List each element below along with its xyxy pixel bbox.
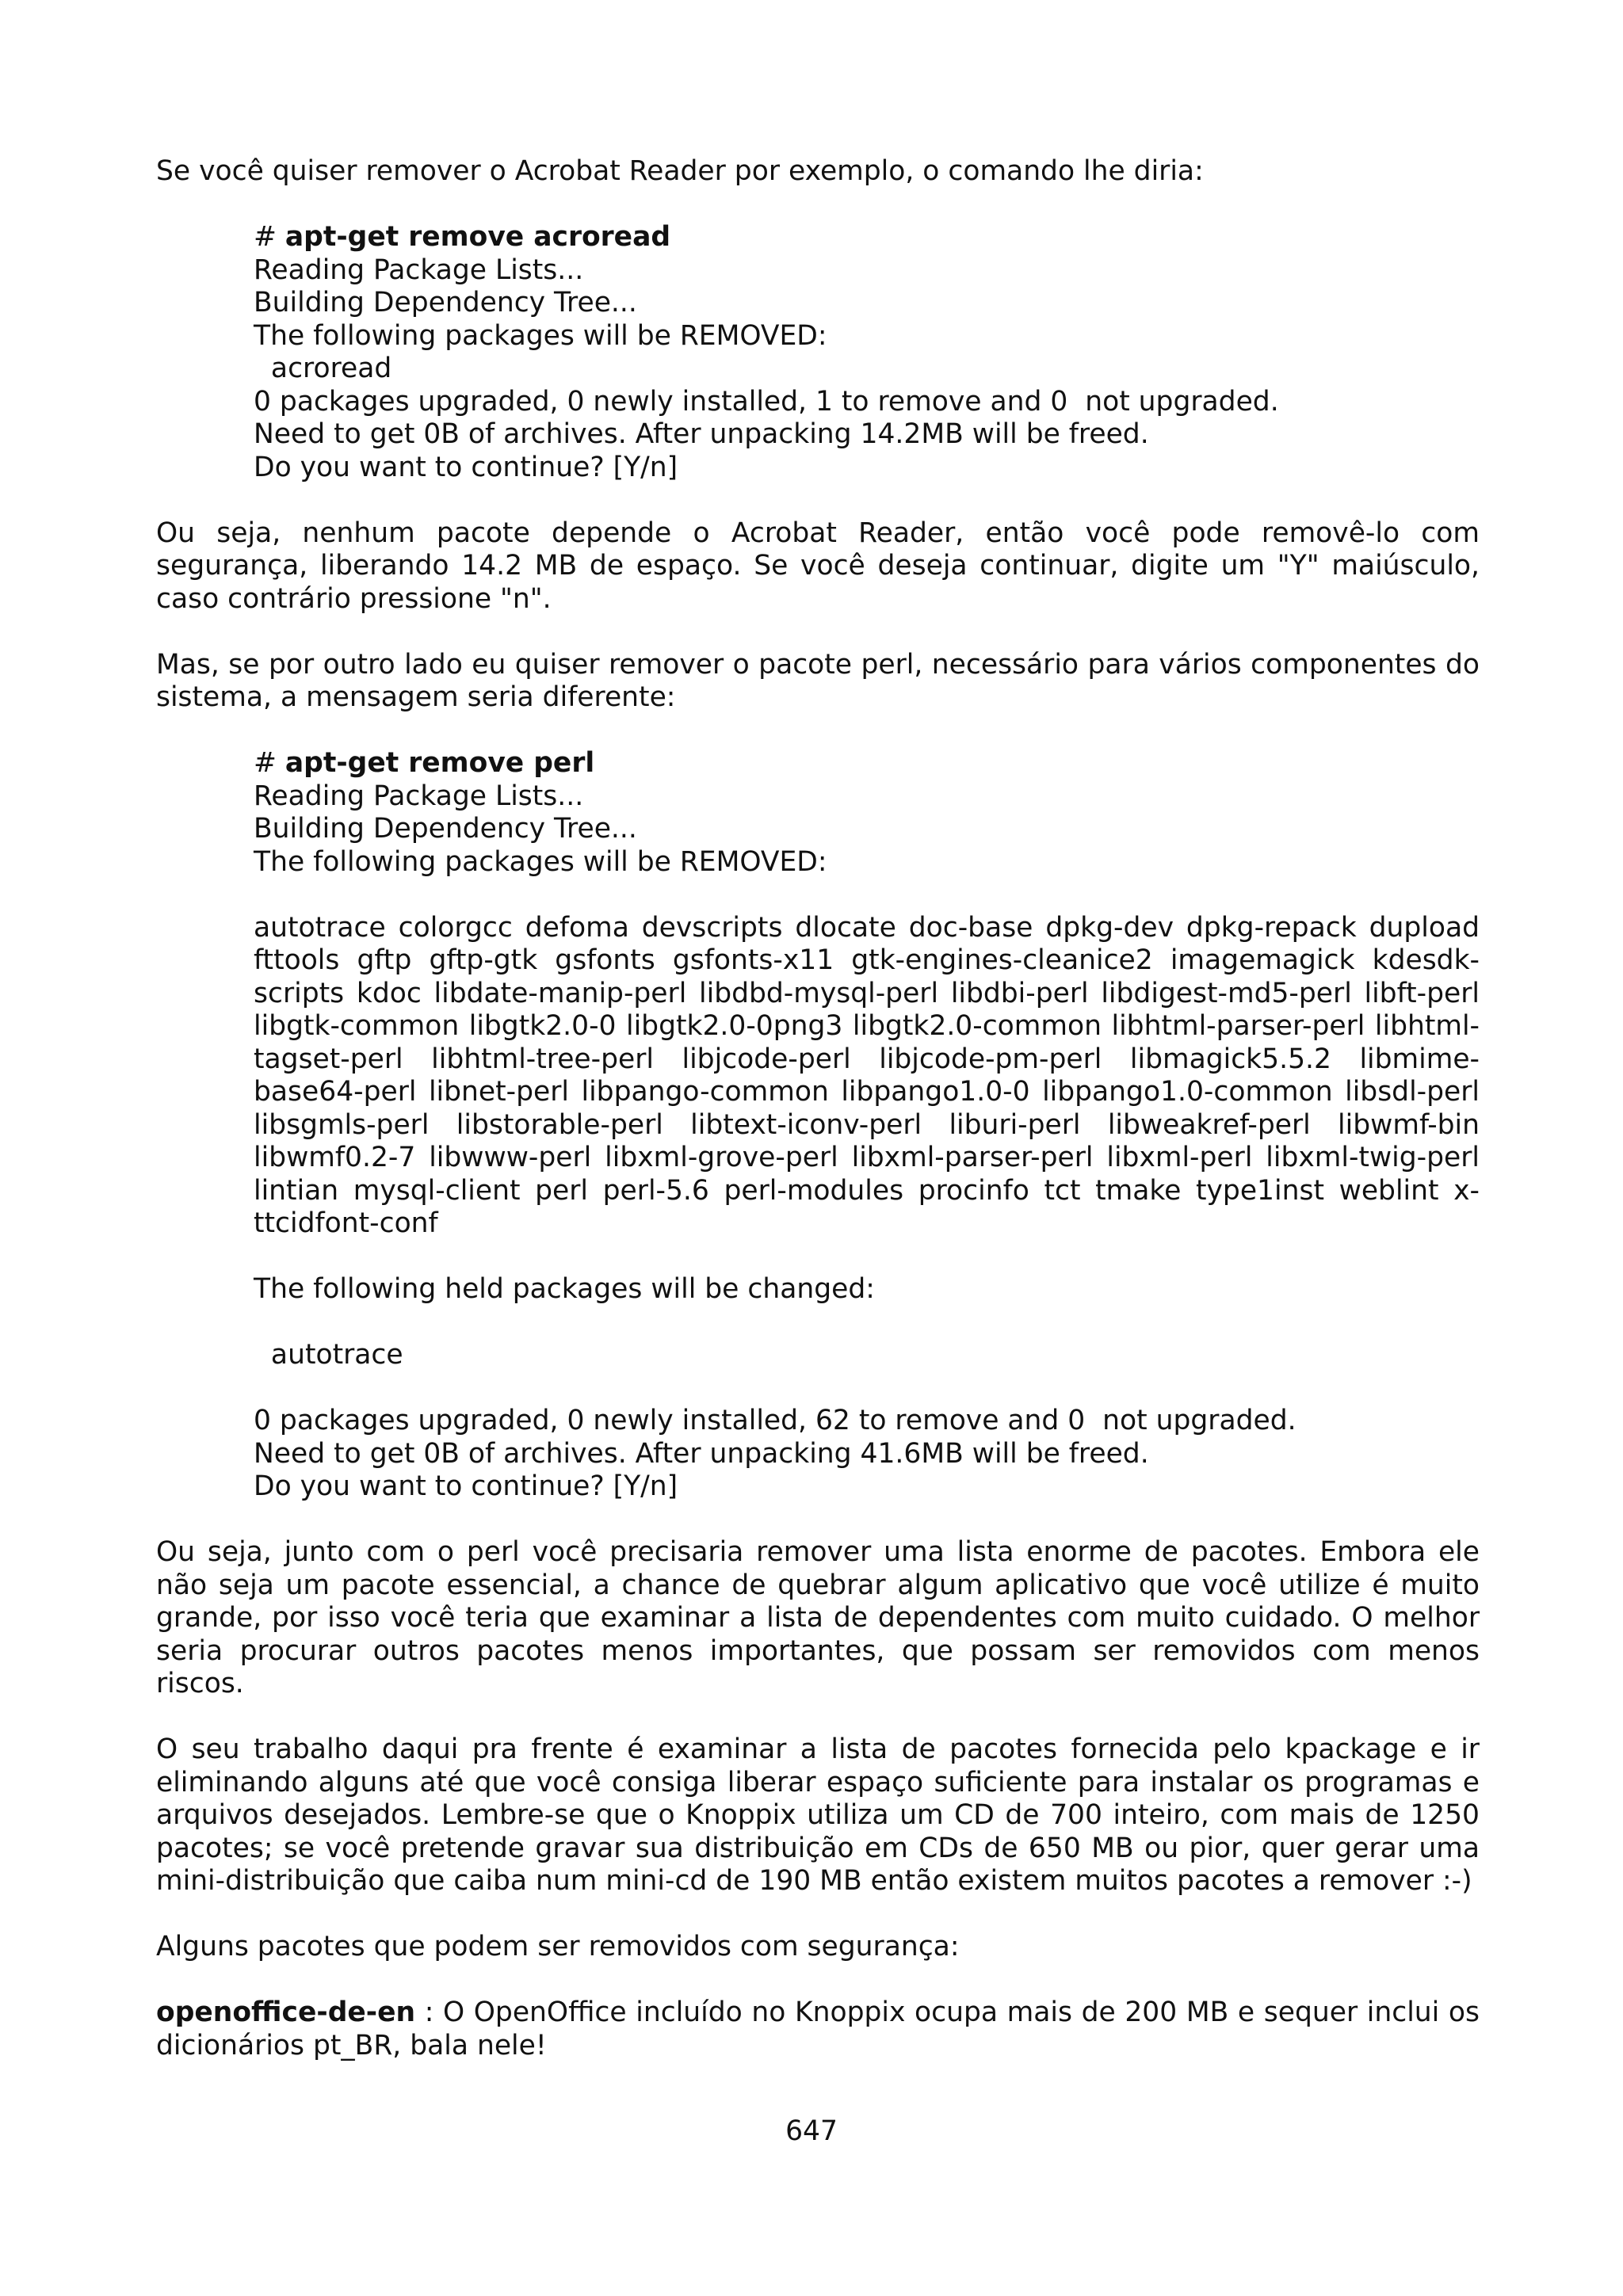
openoffice-entry: [156, 1997, 1480, 2062]
blank-line: [254, 1306, 1480, 1340]
blank-line: [254, 879, 1480, 912]
acroread-explanation-paragraph: Ou seja, nenhum pacote depende o Acrobat Reader, então você pode removê-lo com segurança, liberando 14.2 MB de espaço. Se você deseja continuar, digite um "Y" maiúsculo, caso contrário pressione "n".: [156, 517, 1480, 615]
output-line: Need to get 0B of archives. After unpacking 41.6MB will be freed.: [254, 1437, 1149, 1470]
acroread-command-line: [254, 221, 1480, 254]
acroread-terminal-output: [254, 221, 1480, 484]
output-line: Reading Package Lists...: [254, 254, 584, 286]
output-line: Need to get 0B of archives. After unpacking 14.2MB will be freed.: [254, 418, 1149, 450]
output-line: Building Dependency Tree...: [254, 813, 637, 845]
output-line: Do you want to continue? [Y/n]: [254, 1470, 678, 1502]
perl-intro-paragraph: Mas, se por outro lado eu quiser remover o pacote perl, necessário para vários componentes do sistema, a mensagem seria diferente:: [156, 648, 1480, 713]
page-body: [156, 155, 1480, 2096]
output-line: 0 packages upgraded, 0 newly installed, 62 to remove and 0 not upgraded.: [254, 1405, 1296, 1436]
output-line: 0 packages upgraded, 0 newly installed, 1 to remove and 0 not upgraded.: [254, 385, 1279, 418]
output-line: Reading Package Lists...: [254, 780, 584, 812]
page-number: 647: [785, 2115, 838, 2147]
removed-packages-list: autotrace colorgcc defoma devscripts dlocate doc-base dpkg-dev dpkg-repack dupload fttools gftp gftp-gtk gsfonts gsfonts-x11 gtk-engines-cleanice2 imagemagick kdesdk-scripts kdoc libdate-manip-perl libdbd-mysql-perl libdbi-perl libdigest-md5-perl libft-perl libgtk-common libgtk2.0-0 libgtk2.0-0png3 libgtk2.0-common libhtml-parser-perl libhtml-tagset-perl libhtml-tree-perl libjcode-perl libjcode-pm-perl libmagick5.5.2 libmime-base64-perl libnet-perl libpango-common libpango1.0-0 libpango1.0-common libsdl-perl libsgmls-perl libstorable-perl libtext-iconv-perl liburi-perl libweakref-perl libwmf-bin libwmf0.2-7 libwww-perl libxml-grove-perl libxml-parser-perl libxml-perl libxml-twig-perl lintian mysql-client perl perl-5.6 perl-modules procinfo tct tmake type1inst weblint x-ttcidfont-conf: [254, 911, 1480, 1239]
held-packages-list: autotrace: [254, 1339, 403, 1371]
perl-terminal-output-header: [254, 747, 1480, 912]
work-paragraph: O seu trabalho daqui pra frente é examinar a lista de pacotes fornecida pelo kpackage e ir eliminando alguns até que você consiga liberar espaço suficiente para instalar os programas e arquivos desejados. Lembre-se que o Knoppix utiliza um CD de 700 inteiro, com mais de 1250 pacotes; se você pretende gravar sua distribuição em CDs de 650 MB ou pior, quer gerar uma mini-distribuição que caiba num mini-cd de 190 MB então existem muitos pacotes a remover :-): [156, 1733, 1480, 1897]
blank-line: [254, 1372, 1480, 1405]
perl-explanation-paragraph: Ou seja, junto com o perl você precisaria remover uma lista enorme de pacotes. Embora ele não seja um pacote essencial, a chance de quebrar algum aplicativo que você utilize é muito grande, por isso você teria que examinar a lista de dependentes com muito cuidado. O melhor seria procurar outros pacotes menos importantes, que possam ser removidos com menos riscos.: [156, 1536, 1480, 1699]
openoffice-description: : O OpenOffice incluído no Knoppix ocupa mais de 200 MB e sequer inclui os dicionários pt_BR, bala nele!: [156, 1997, 1480, 2061]
perl-command: apt-get remove perl: [285, 747, 595, 779]
output-line: acroread: [254, 353, 392, 384]
perl-command-line: [254, 747, 1480, 780]
output-line: Building Dependency Tree...: [254, 287, 637, 318]
openoffice-term: openoffice-de-en: [156, 1997, 416, 2028]
output-line: The following packages will be REMOVED:: [254, 845, 827, 878]
output-line: Do you want to continue? [Y/n]: [254, 451, 678, 483]
perl-terminal-output-footer: [254, 1273, 1480, 1504]
shell-prompt: #: [254, 747, 285, 779]
safe-packages-intro: Alguns pacotes que podem ser removidos com segurança:: [156, 1931, 960, 1962]
shell-prompt: #: [254, 221, 285, 253]
output-line: The following packages will be REMOVED:: [254, 319, 827, 352]
intro-paragraph: Se você quiser remover o Acrobat Reader por exemplo, o comando lhe diria:: [156, 155, 1204, 187]
held-packages-header: The following held packages will be changed:: [254, 1273, 875, 1305]
acroread-command: apt-get remove acroread: [285, 221, 671, 253]
